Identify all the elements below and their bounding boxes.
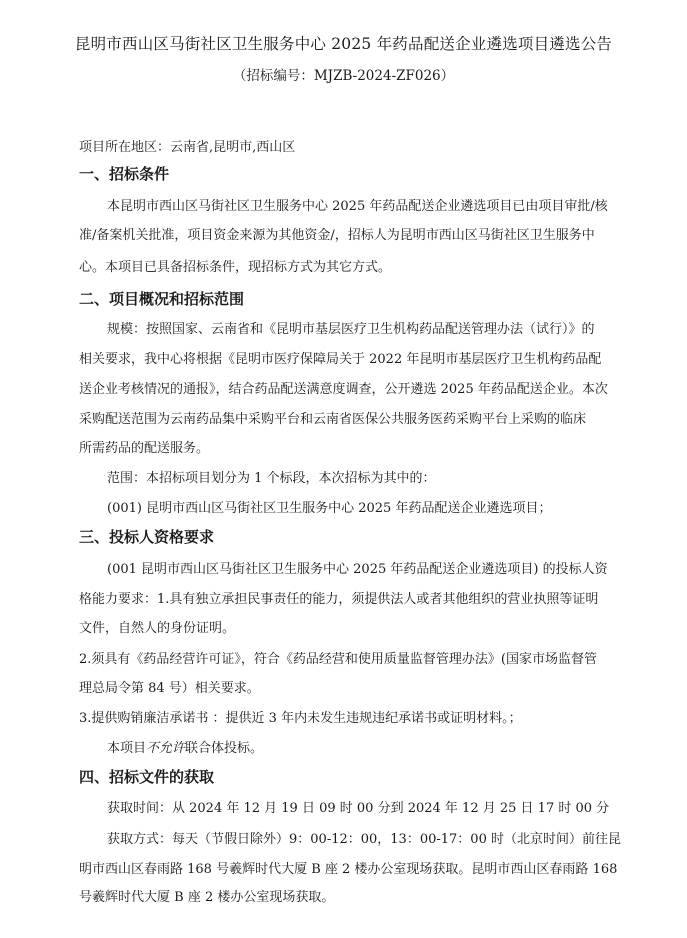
paragraph-line: (001) 昆明市西山区马街社区卫生服务中心 2025 年药品配送企业遴选项目； — [107, 501, 552, 516]
tender-number: （招标编号：MJZB-2024-ZF026） — [232, 68, 455, 84]
document-title: 昆明市西山区马街社区卫生服务中心 2025 年药品配送企业遴选项目遴选公告 — [74, 35, 613, 53]
paragraph-line: 规模：按照国家、云南省和《昆明市基层医疗卫生机构药品配送管理办法（试行）》的 — [107, 322, 595, 337]
consortium-prefix: 本项目 — [107, 741, 147, 756]
section-heading-4: 四、招标文件的获取 — [79, 768, 215, 786]
section-heading-3: 三、投标人资格要求 — [79, 528, 215, 546]
consortium-suffix: 联合体投标。 — [185, 741, 264, 756]
paragraph-line: 获取时间：从 2024 年 12 月 19 日 09 时 00 分到 2024 年 12 月 25 日 17 时 00 分 — [107, 801, 610, 816]
paragraph-line: 范围：本招标项目划分为 1 个标段，本次招标为其中的： — [107, 471, 436, 486]
paragraph-line: 送企业考核情况的通报》，结合药品配送满意度调查，公开遴选 2025 年药品配送企业。本次 — [79, 382, 608, 397]
paragraph-line: 文件，自然人的身份证明。 — [79, 621, 236, 636]
section-heading-2: 二、项目概况和招标范围 — [79, 290, 245, 308]
consortium-not-allowed: 不允许 — [146, 741, 186, 756]
paragraph-line: 获取方式：每天（节假日除外）9：00-12：00，13：00-17：00 时（北京时间）前往昆 — [107, 832, 621, 847]
paragraph-line: 理总局令第 84 号）相关要求。 — [79, 681, 260, 696]
paragraph-line: 号羲辉时代大厦 B 座 2 楼办公室现场获取。 — [79, 890, 335, 905]
paragraph-line: 心。本项目已具备招标条件，现招标方式为其它方式。 — [79, 260, 392, 275]
paragraph-line: (001 昆明市西山区马街社区卫生服务中心 2025 年药品配送企业遴选项目) 的投标人资 — [107, 562, 608, 577]
paragraph-line: 采购配送范围为云南药品集中采购平台和云南省医保公共服务医药采购平台上采购的临床 — [79, 412, 587, 427]
paragraph-line: 3.提供购销廉洁承诺书 ：提供近 3 年内未发生违规违纪承诺书或证明材料。； — [79, 711, 522, 726]
paragraph-line: 2.须具有《药品经营许可证》，符合《药品经营和使用质量监督管理办法》(国家市场监督管 — [79, 652, 597, 667]
paragraph-line: 本昆明市西山区马街社区卫生服务中心 2025 年药品配送企业遴选项目已由项目审批/核 — [107, 199, 608, 214]
consortium-statement — [107, 737, 263, 756]
paragraph-line: 所需药品的配送服务。 — [79, 441, 210, 456]
paragraph-line: 格能力要求：1.具有独立承担民事责任的能力，须提供法人或者其他组织的营业执照等证明 — [79, 592, 599, 607]
paragraph-line: 准/备案机关批准，项目资金来源为其他资金/，招标人为昆明市西山区马街社区卫生服务中 — [79, 228, 595, 243]
paragraph-line: 相关要求，我中心将根据《昆明市医疗保障局关于 2022 年昆明市基层医疗卫生机构药品配 — [79, 352, 602, 367]
section-heading-1: 一、招标条件 — [79, 165, 170, 183]
project-location: 项目所在地区：云南省,昆明市,西山区 — [79, 140, 296, 155]
paragraph-line: 明市西山区春雨路 168 号羲辉时代大厦 B 座 2 楼办公室现场获取。昆明市西山区春雨路 168 — [79, 862, 618, 877]
